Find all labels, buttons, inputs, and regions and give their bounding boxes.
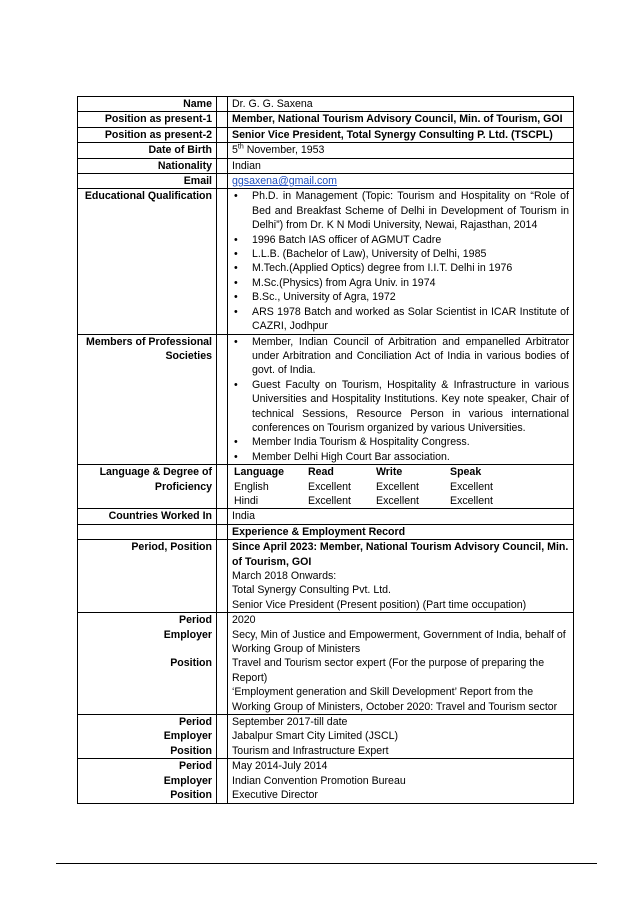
job-position-extra: ‘Employment generation and Skill Development’ Report from the Working Group of Ministers, October 2020: Travel and Tourism sector bbox=[232, 686, 558, 713]
job-position: Travel and Tourism sector expert (For the purpose of preparing the Report) bbox=[232, 657, 545, 684]
language-header: Speak bbox=[450, 466, 482, 479]
job-period: 2020 bbox=[232, 614, 256, 627]
list-item: • M.Tech.(Applied Optics) degree from I.I.T. Delhi in 1976 bbox=[252, 261, 569, 275]
row-job-1 bbox=[78, 613, 574, 715]
language-header: Read bbox=[308, 466, 334, 479]
language-cell: Excellent bbox=[376, 480, 419, 493]
employer-line: Total Synergy Consulting Pvt. Ltd. bbox=[232, 584, 391, 597]
job-position: Tourism and Infrastructure Expert bbox=[232, 744, 389, 757]
societies-label bbox=[78, 334, 217, 465]
language-cell: Excellent bbox=[308, 494, 351, 507]
row-position-1 bbox=[78, 112, 574, 127]
language-cell: Excellent bbox=[308, 480, 351, 493]
list-item: • Member India Tourism & Hospitality Congress. bbox=[252, 435, 569, 449]
societies-label-line2: Societies bbox=[165, 349, 212, 362]
list-item: • Member, Indian Council of Arbitration and empanelled Arbitrator under Arbitration and Conciliation Act of India in various bodies of govt. of India. bbox=[252, 335, 569, 378]
dob-value bbox=[228, 143, 574, 158]
education-label: Educational Qualification bbox=[78, 189, 217, 334]
countries-label: Countries Worked In bbox=[78, 509, 217, 524]
list-item: • B.Sc., University of Agra, 1972 bbox=[252, 290, 569, 304]
language-header-row bbox=[230, 465, 493, 479]
countries-value: India bbox=[228, 509, 574, 524]
societies-list bbox=[232, 335, 569, 465]
list-item: • Ph.D. in Management (Topic: Tourism and Hospitality on “Role of Bed and Breakfast Scheme of Delhi in Development of Tourism in Delhi”) from Dr. K N Modi University, Newai, Rajasthan, 2014 bbox=[252, 189, 569, 232]
employer-label: Employer bbox=[163, 730, 212, 743]
position-label: Position bbox=[170, 789, 212, 802]
footer-divider bbox=[56, 863, 597, 864]
period-label: Period bbox=[179, 614, 212, 627]
dob-suffix: th bbox=[237, 143, 244, 151]
employer-label: Employer bbox=[163, 628, 212, 641]
period-label: Period bbox=[179, 716, 212, 729]
list-item: • ARS 1978 Batch and worked as Solar Scientist in ICAR Institute of CAZRI, Jodhpur bbox=[252, 305, 569, 334]
row-job-3 bbox=[78, 759, 574, 803]
position-2-value: Senior Vice President, Total Synergy Consulting P. Ltd. (TSCPL) bbox=[228, 127, 574, 142]
language-label-line2: Proficiency bbox=[154, 480, 212, 493]
job-employer: Jabalpur Smart City Limited (JSCL) bbox=[232, 730, 399, 743]
language-label bbox=[78, 465, 217, 509]
table-row bbox=[230, 480, 493, 494]
row-experience-heading bbox=[78, 524, 574, 539]
language-cell: English bbox=[234, 480, 269, 493]
row-position-2 bbox=[78, 127, 574, 142]
list-item: • Member Delhi High Court Bar association. bbox=[252, 450, 569, 464]
position-2-label: Position as present-2 bbox=[78, 127, 217, 142]
language-cell: Excellent bbox=[450, 480, 493, 493]
language-cell: Excellent bbox=[376, 494, 419, 507]
dob-day: 5 bbox=[232, 144, 238, 157]
job-period: September 2017-till date bbox=[232, 716, 348, 729]
row-email bbox=[78, 174, 574, 189]
position-1-label: Position as present-1 bbox=[78, 112, 217, 127]
list-item: • 1996 Batch IAS officer of AGMUT Cadre bbox=[252, 233, 569, 247]
email-label: Email bbox=[78, 174, 217, 189]
nationality-label: Nationality bbox=[78, 158, 217, 173]
list-item: • L.L.B. (Bachelor of Law), University of Delhi, 1985 bbox=[252, 247, 569, 261]
position-line: Senior Vice President (Present position) (Part time occupation) bbox=[232, 598, 527, 611]
language-label-line1: Language & Degree of bbox=[99, 466, 212, 479]
job-period: May 2014-July 2014 bbox=[232, 760, 328, 773]
job-position: Executive Director bbox=[232, 789, 318, 802]
employer-label: Employer bbox=[163, 774, 212, 787]
row-job-2 bbox=[78, 715, 574, 759]
row-language bbox=[78, 465, 574, 509]
list-item: • M.Sc.(Physics) from Agra Univ. in 1974 bbox=[252, 276, 569, 290]
name-value: Dr. G. G. Saxena bbox=[228, 97, 574, 112]
dob-rest: November, 1953 bbox=[243, 144, 325, 157]
experience-heading: Experience & Employment Record bbox=[228, 524, 574, 539]
period-label: Period bbox=[179, 760, 212, 773]
row-education bbox=[78, 189, 574, 334]
nationality-value: Indian bbox=[228, 158, 574, 173]
language-header: Language bbox=[234, 466, 285, 479]
cv-table bbox=[77, 96, 574, 804]
dob-label: Date of Birth bbox=[78, 143, 217, 158]
language-table bbox=[230, 465, 493, 508]
position-1-value: Member, National Tourism Advisory Council, Min. of Tourism, GOI bbox=[228, 112, 574, 127]
job-employer: Indian Convention Promotion Bureau bbox=[232, 774, 406, 787]
name-label: Name bbox=[78, 97, 217, 112]
row-societies bbox=[78, 334, 574, 465]
row-dob bbox=[78, 143, 574, 158]
period-line: March 2018 Onwards: bbox=[232, 570, 337, 582]
position-label: Position bbox=[170, 744, 212, 757]
row-nationality bbox=[78, 158, 574, 173]
table-row bbox=[230, 494, 493, 508]
row-countries bbox=[78, 509, 574, 524]
current-position-title: Since April 2023: Member, National Tourism Advisory Council, Min. of Tourism, GOI bbox=[232, 541, 569, 568]
row-period-position bbox=[78, 540, 574, 613]
period-position-label: Period, Position bbox=[78, 540, 217, 613]
email-link[interactable]: ggsaxena@gmail.com bbox=[232, 175, 337, 188]
societies-label-line1: Members of Professional bbox=[86, 335, 212, 348]
row-name bbox=[78, 97, 574, 112]
list-item: • Guest Faculty on Tourism, Hospitality & Infrastructure in various Universities and Hospitality Institutions. Key note speaker, Chair of technical Sessions, Resource Person in various international conferences on Tourism organized by various Universities. bbox=[252, 378, 569, 436]
language-cell: Hindi bbox=[234, 494, 259, 507]
position-label: Position bbox=[170, 657, 212, 670]
education-list bbox=[232, 189, 569, 333]
job-employer: Secy, Min of Justice and Empowerment, Government of India, behalf of Working Group of Ministers bbox=[232, 628, 566, 656]
language-header: Write bbox=[376, 466, 403, 479]
language-cell: Excellent bbox=[450, 494, 493, 507]
